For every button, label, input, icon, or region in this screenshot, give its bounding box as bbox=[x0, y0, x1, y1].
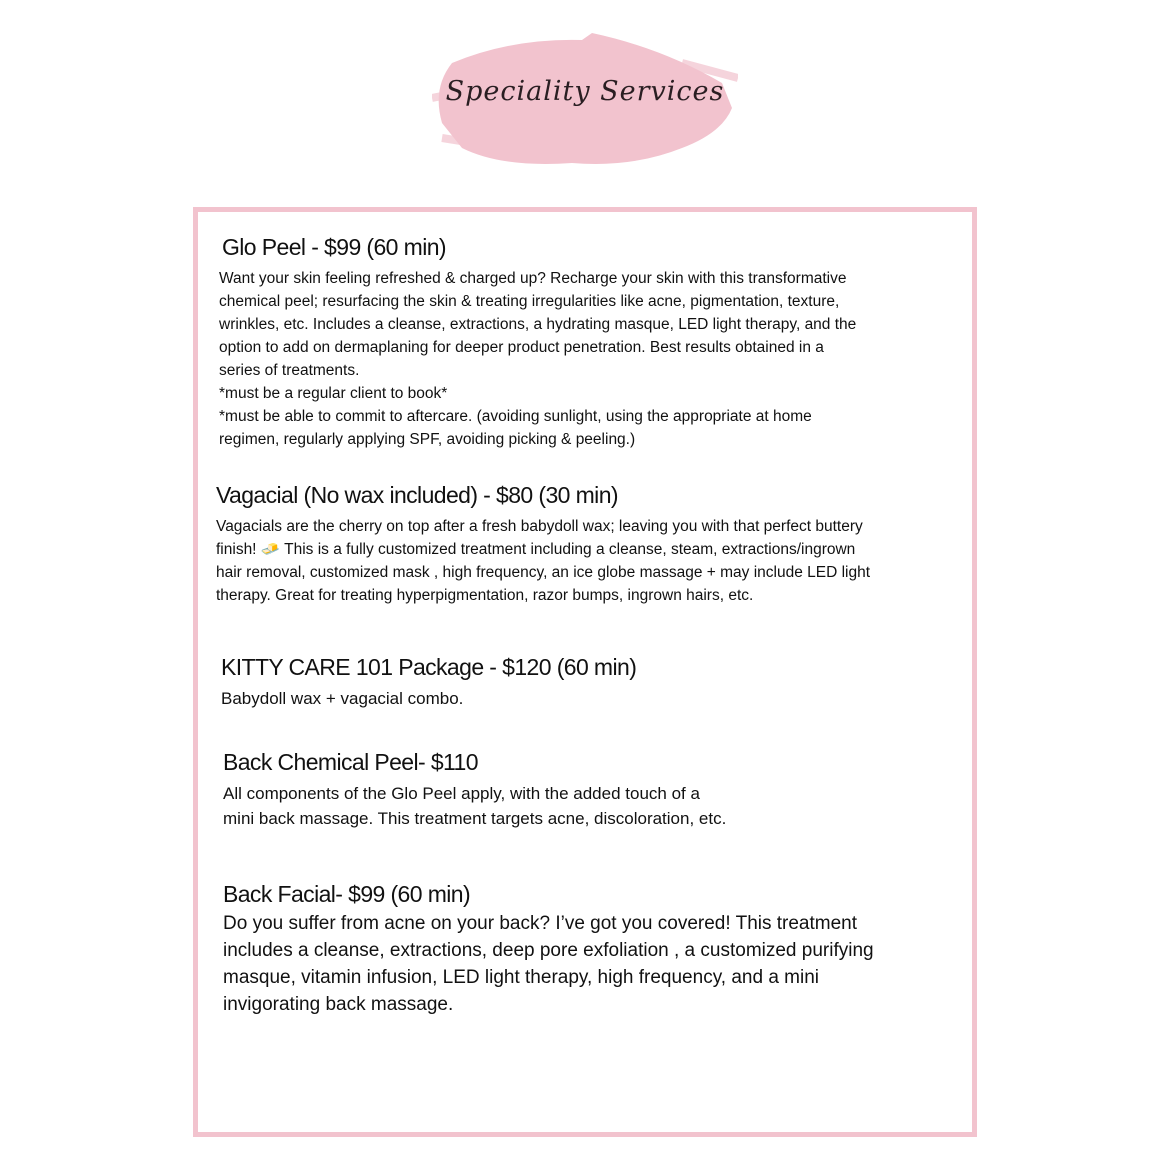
service-back-chemical-peel bbox=[223, 749, 726, 831]
service-title: Vagacial (No wax included) - $80 (30 min) bbox=[216, 482, 618, 508]
service-title: Back Chemical Peel- $110 bbox=[223, 749, 478, 775]
service-vagacial bbox=[216, 482, 870, 607]
line: option to add on dermaplaning for deeper product penetration. Best results obtained in a bbox=[219, 339, 824, 356]
service-title: Back Facial- $99 (60 min) bbox=[223, 881, 471, 907]
service-back-facial bbox=[223, 881, 874, 1018]
line: Babydoll wax + vagacial combo. bbox=[221, 689, 464, 708]
line: Do you suffer from acne on your back? I’ve got you covered! This treatment bbox=[223, 913, 858, 934]
line: series of treatments. bbox=[219, 362, 360, 379]
line: Want your skin feeling refreshed & charged up? Recharge your skin with this transformative bbox=[219, 270, 847, 287]
line: All components of the Glo Peel apply, with the added touch of a bbox=[223, 784, 700, 803]
line: finish! 🧈 This is a fully customized treatment including a cleanse, steam, extractions/ingrown bbox=[216, 541, 856, 558]
line: regimen, regularly applying SPF, avoiding picking & peeling.) bbox=[219, 431, 636, 448]
line: chemical peel; resurfacing the skin & treating irregularities like acne, pigmentation, texture, bbox=[219, 293, 840, 310]
service-title: Glo Peel - $99 (60 min) bbox=[222, 234, 446, 260]
line: mini back massage. This treatment targets acne, discoloration, etc. bbox=[223, 808, 727, 828]
service-glo-peel bbox=[219, 234, 856, 451]
line: invigorating back massage. bbox=[223, 994, 454, 1015]
service-kitty-care bbox=[221, 654, 636, 712]
line: masque, vitamin infusion, LED light therapy, high frequency, and a mini bbox=[223, 967, 820, 988]
line: *must be a regular client to book* bbox=[219, 385, 448, 402]
line: Vagacials are the cherry on top after a fresh babydoll wax; leaving you with that perfect buttery bbox=[216, 518, 863, 535]
page-title: Speciality Services bbox=[445, 76, 725, 107]
line: includes a cleanse, extractions, deep pore exfoliation , a customized purifying bbox=[223, 940, 874, 961]
line: hair removal, customized mask , high frequency, an ice globe massage + may include LED light bbox=[216, 564, 871, 581]
line: wrinkles, etc. Includes a cleanse, extractions, a hydrating masque, LED light therapy, and the bbox=[219, 316, 857, 333]
line: therapy. Great for treating hyperpigmentation, razor bumps, ingrown hairs, etc. bbox=[216, 587, 754, 604]
service-title: KITTY CARE 101 Package - $120 (60 min) bbox=[221, 654, 637, 680]
line: *must be able to commit to aftercare. (avoiding sunlight, using the appropriate at home bbox=[219, 408, 812, 425]
